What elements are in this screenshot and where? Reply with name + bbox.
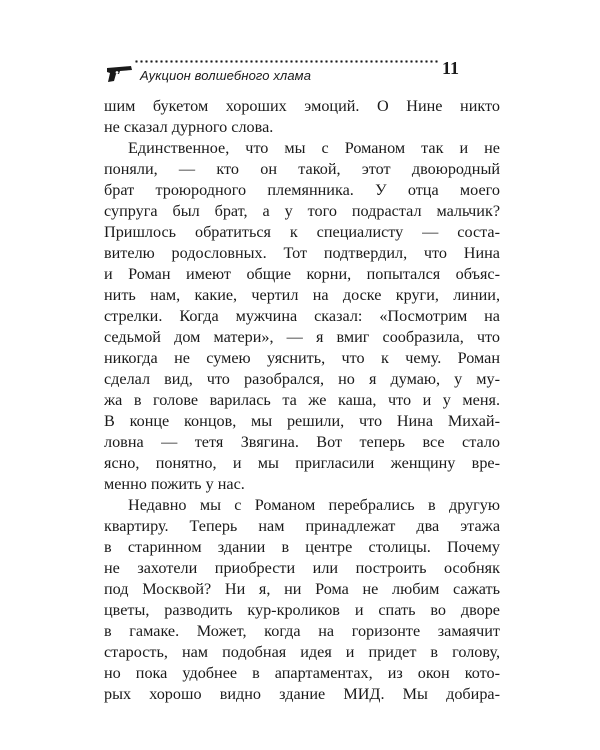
page-number: 11 [442,58,460,78]
text-line: нить нам, какие, чертил на доске круги, линии, [104,286,500,304]
text-line: не сказал дурного слова. [104,118,274,136]
text-line: Пришлось обратиться к специалисту — соста- [104,223,500,241]
text-line: не захотели приобрести или построить особняк [104,559,500,577]
text-line: поняли, — кто он такой, этот двоюродный [104,160,500,178]
text-line: в старинном здании в центре столицы. Почему [104,538,500,556]
text-line: шим букетом хороших эмоций. О Нине никто [104,97,500,115]
running-title: Аукцион волшебного хлама [140,68,312,83]
text-line: и Роман имеют общие корни, попытался объяс- [104,265,500,283]
page-header [104,52,499,92]
text-line: Недавно мы с Романом перебрались в другую [128,496,500,514]
text-line: ловна — тетя Звягина. Вот теперь все стало [104,433,500,451]
paragraph-1 [104,96,500,138]
text-line: никогда не сумею уяснить, что к чему. Роман [104,349,500,367]
text-line: супруга был брат, а у того подрастал мальчик? [104,202,500,220]
text-line: рых хорошо видно здание МИД. Мы добира- [104,685,500,703]
text-line: Единственное, что мы с Романом так и не [128,139,500,157]
text-line: ясно, понятно, и мы пригласили женщину вре- [104,454,500,472]
text-line: брат троюродного племянника. У отца моего [104,181,500,199]
text-line: вителю родословных. Тот подтвердил, что Нина [104,244,500,262]
text-line: старость, нам подобная идея и придет в голову, [104,643,500,661]
text-line: седьмой дом матери», — я вмиг сообразила, что [104,328,500,346]
text-line: жа в голове варилась та же каша, что и у меня. [104,391,500,409]
text-line: стрелки. Когда мужчина сказал: «Посмотрим на [104,307,500,325]
text-line: сделал вид, что разобрался, но я думаю, у му- [104,370,500,388]
text-line: цветы, разводить кур-кроликов и спать во дворе [104,601,500,619]
text-line: квартиру. Теперь нам принадлежат два этажа [104,517,500,535]
text-line: в гамаке. Может, когда на горизонте замаячит [104,622,500,640]
text-line: но пока удобнее в апартаментах, из окон кото- [104,664,500,682]
body-text [104,96,500,705]
text-line: под Москвой? Ни я, ни Рома не любим сажать [104,580,500,598]
text-line: В конце концов, мы решили, что Нина Михай- [104,412,500,430]
header-dotted-rule [134,60,439,63]
paragraph-2 [104,138,500,495]
text-line: менно пожить у нас. [104,475,245,493]
paragraph-3 [104,495,500,705]
revolver-icon [104,64,134,84]
